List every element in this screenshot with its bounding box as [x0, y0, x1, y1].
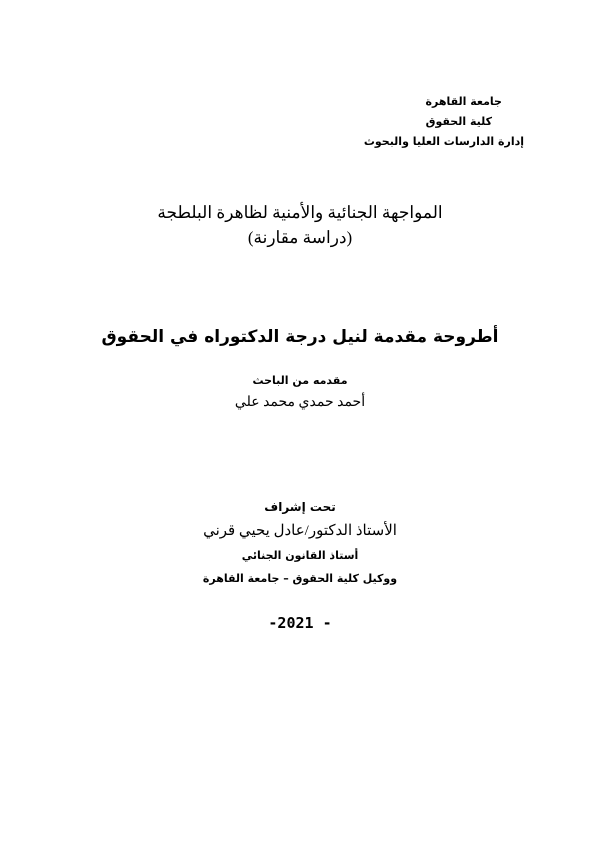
supervisor-role: ووكيل كلية الحقوق – جامعة القاهرة	[202, 572, 398, 585]
degree-statement: أطروحة مقدمة لنيل درجة الدكتوراه في الحقوق	[101, 327, 499, 347]
supervision-label: تحت إشراف	[264, 500, 336, 514]
university-name: جامعة القاهرة	[425, 95, 502, 108]
presented-by-label: مقدمه من الباحث	[252, 374, 348, 387]
supervisor-name: الأستاذ الدكتور/عادل يحيي قرني	[203, 523, 397, 539]
publication-year: -2021 -	[268, 614, 332, 632]
thesis-title: المواجهة الجنائية والأمنية لظاهرة البلطجة	[157, 203, 443, 222]
author-name: أحمد حمدي محمد علي	[234, 395, 366, 410]
faculty-name: كلية الحقوق	[425, 115, 492, 128]
department-name: إدارة الدارسات العليا والبحوث	[363, 135, 524, 148]
supervisor-title: أستاذ القانون الجنائي	[241, 549, 359, 562]
thesis-subtitle: (دراسة مقارنة)	[247, 228, 353, 247]
institution-header	[224, 92, 524, 152]
